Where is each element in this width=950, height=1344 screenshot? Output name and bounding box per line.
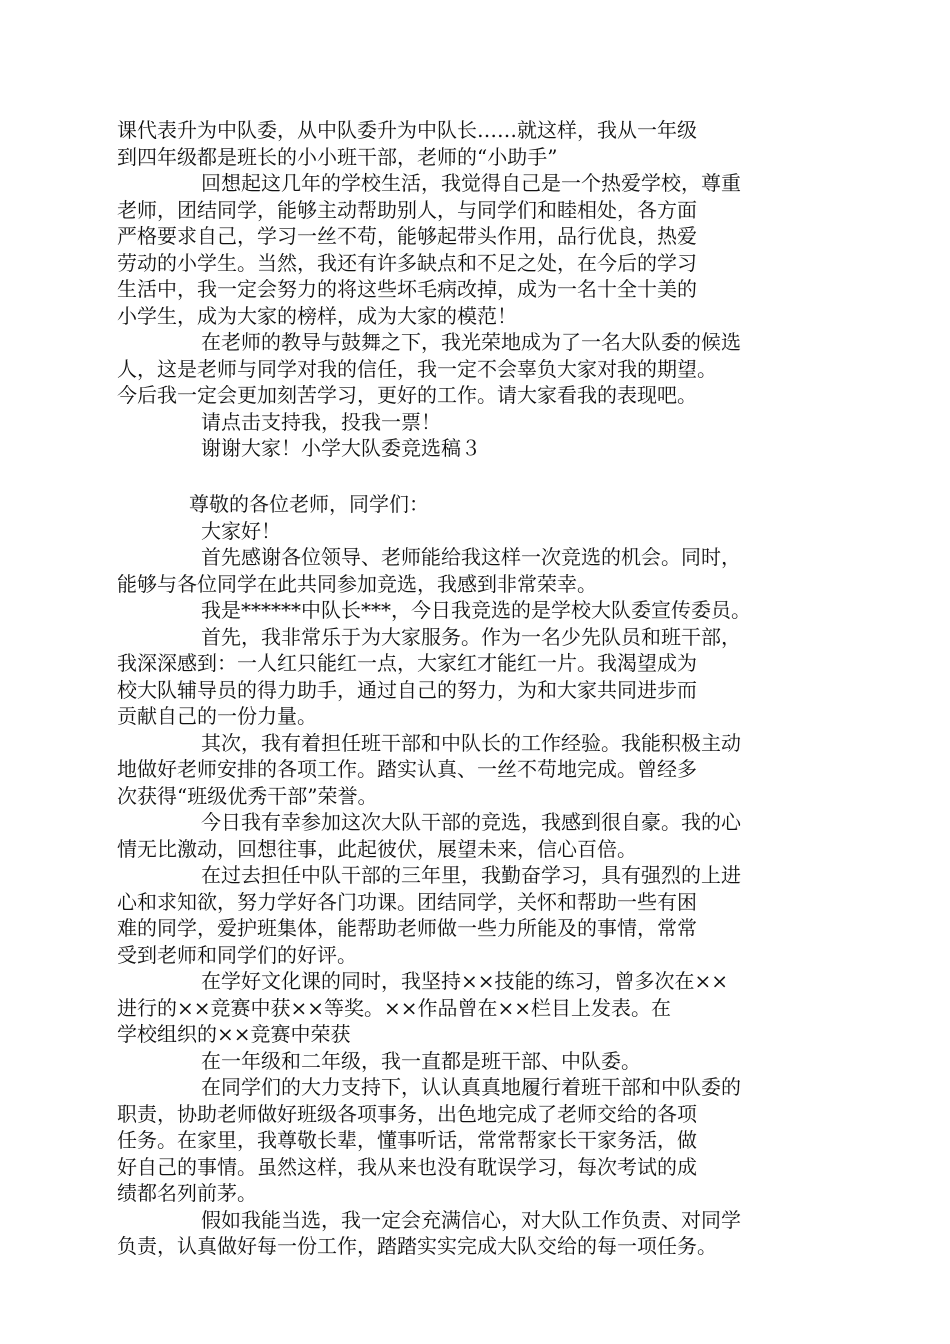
text-line: 大家好！ (201, 518, 281, 543)
text-line: 在过去担任中队干部的三年里，我勤奋学习，具有强烈的上进 (201, 863, 741, 887)
text-line: 老师，团结同学，能够主动帮助别人，与同学们和睦相处，各方面 (117, 197, 697, 222)
text-line: 劳动的小学生。当然，我还有许多缺点和不足之处，在今后的学习 (117, 250, 697, 275)
text-line: 在老师的教导与鼓舞之下，我光荣地成为了一名大队委的候选 (201, 330, 741, 354)
text-line: 任务。在家里，我尊敬长辈，懂事听话，常常帮家长干家务活，做 (117, 1128, 697, 1152)
text-block-speech-3 (117, 491, 831, 1260)
text-line: 在一年级和二年级，我一直都是班干部、中队委。 (201, 1048, 641, 1073)
text-line: 首先感谢各位领导、老师能给我这样一次竞选的机会。同时， (201, 545, 741, 569)
text-line: 请点击支持我，投我一票！ (201, 409, 441, 434)
text-block-speech-2-ending (117, 117, 831, 462)
text-line: 到四年级都是班长的小小班干部，老师的“小助手” (117, 144, 558, 169)
text-line: 我是******中队长***，今日我竞选的是学校大队委宣传委员。 (201, 598, 751, 622)
text-line: 进行的××竞赛中获××等奖。××作品曾在××栏目上发表。在 (117, 995, 672, 1020)
text-line: 地做好老师安排的各项工作。踏实认真、一丝不苟地完成。曾经多 (117, 757, 697, 781)
text-line: 次获得“班级优秀干部”荣誉。 (117, 783, 378, 808)
text-line: 今后我一定会更加刻苦学习，更好的工作。请大家看我的表现吧。 (117, 383, 697, 407)
text-line: 好自己的事情。虽然这样，我从来也没有耽误学习，每次考试的成 (117, 1154, 697, 1179)
text-line: 在同学们的大力支持下，认认真真地履行着班干部和中队委的 (201, 1075, 741, 1099)
text-line: 职责，协助老师做好班级各项事务，出色地完成了老师交给的各项 (117, 1101, 697, 1126)
text-line: 难的同学，爱护班集体，能帮助老师做一些力所能及的事情，常常 (117, 916, 697, 940)
text-line: 谢谢大家！小学大队委竞选稿３ (201, 436, 481, 460)
text-line: 负责，认真做好每一份工作，踏踏实实完成大队交给的每一项任务。 (117, 1234, 717, 1258)
text-line: 校大队辅导员的得力助手，通过自己的努力，为和大家共同进步而 (117, 677, 697, 702)
text-line: 首先，我非常乐于为大家服务。作为一名少先队员和班干部， (201, 624, 741, 649)
text-line: 心和求知欲，努力学好各门功课。团结同学，关怀和帮助一些有困 (117, 889, 697, 914)
text-line: 严格要求自己，学习一丝不苟，能够起带头作用，品行优良，热爱 (117, 224, 697, 248)
text-line: 尊敬的各位老师，同学们： (189, 492, 429, 516)
text-line: 生活中，我一定会努力的将这些坏毛病改掉，成为一名十全十美的 (117, 277, 697, 301)
text-line: 受到老师和同学们的好评。 (117, 942, 357, 967)
text-line: 假如我能当选，我一定会充满信心，对大队工作负责、对同学 (201, 1207, 741, 1232)
text-line: 今日我有幸参加这次大队干部的竞选，我感到很自豪。我的心 (201, 810, 741, 834)
text-line: 学校组织的××竞赛中荣获 (117, 1022, 351, 1046)
text-line: 在学好文化课的同时，我坚持××技能的练习，曾多次在×× (201, 969, 729, 993)
text-line: 我深深感到：一人红只能红一点，大家红才能红一片。我渴望成为 (117, 651, 697, 675)
text-line: 贡献自己的一份力量。 (117, 704, 317, 728)
text-line: 小学生，成为大家的榜样，成为大家的模范！ (117, 303, 517, 328)
text-line: 课代表升为中队委，从中队委升为中队长……就这样，我从一年级 (117, 118, 697, 142)
text-line: 情无比激动，回想往事，此起彼伏，展望未来，信心百倍。 (117, 836, 637, 861)
text-line: 人，这是老师与同学对我的信任，我一定不会辜负大家对我的期望。 (117, 356, 717, 381)
text-line: 能够与各位同学在此共同参加竞选，我感到非常荣幸。 (117, 571, 597, 596)
text-line: 回想起这几年的学校生活，我觉得自己是一个热爱学校，尊重 (201, 171, 741, 195)
text-line: 其次，我有着担任班干部和中队长的工作经验。我能积极主动 (201, 730, 741, 755)
text-line: 绩都名列前茅。 (117, 1181, 257, 1205)
